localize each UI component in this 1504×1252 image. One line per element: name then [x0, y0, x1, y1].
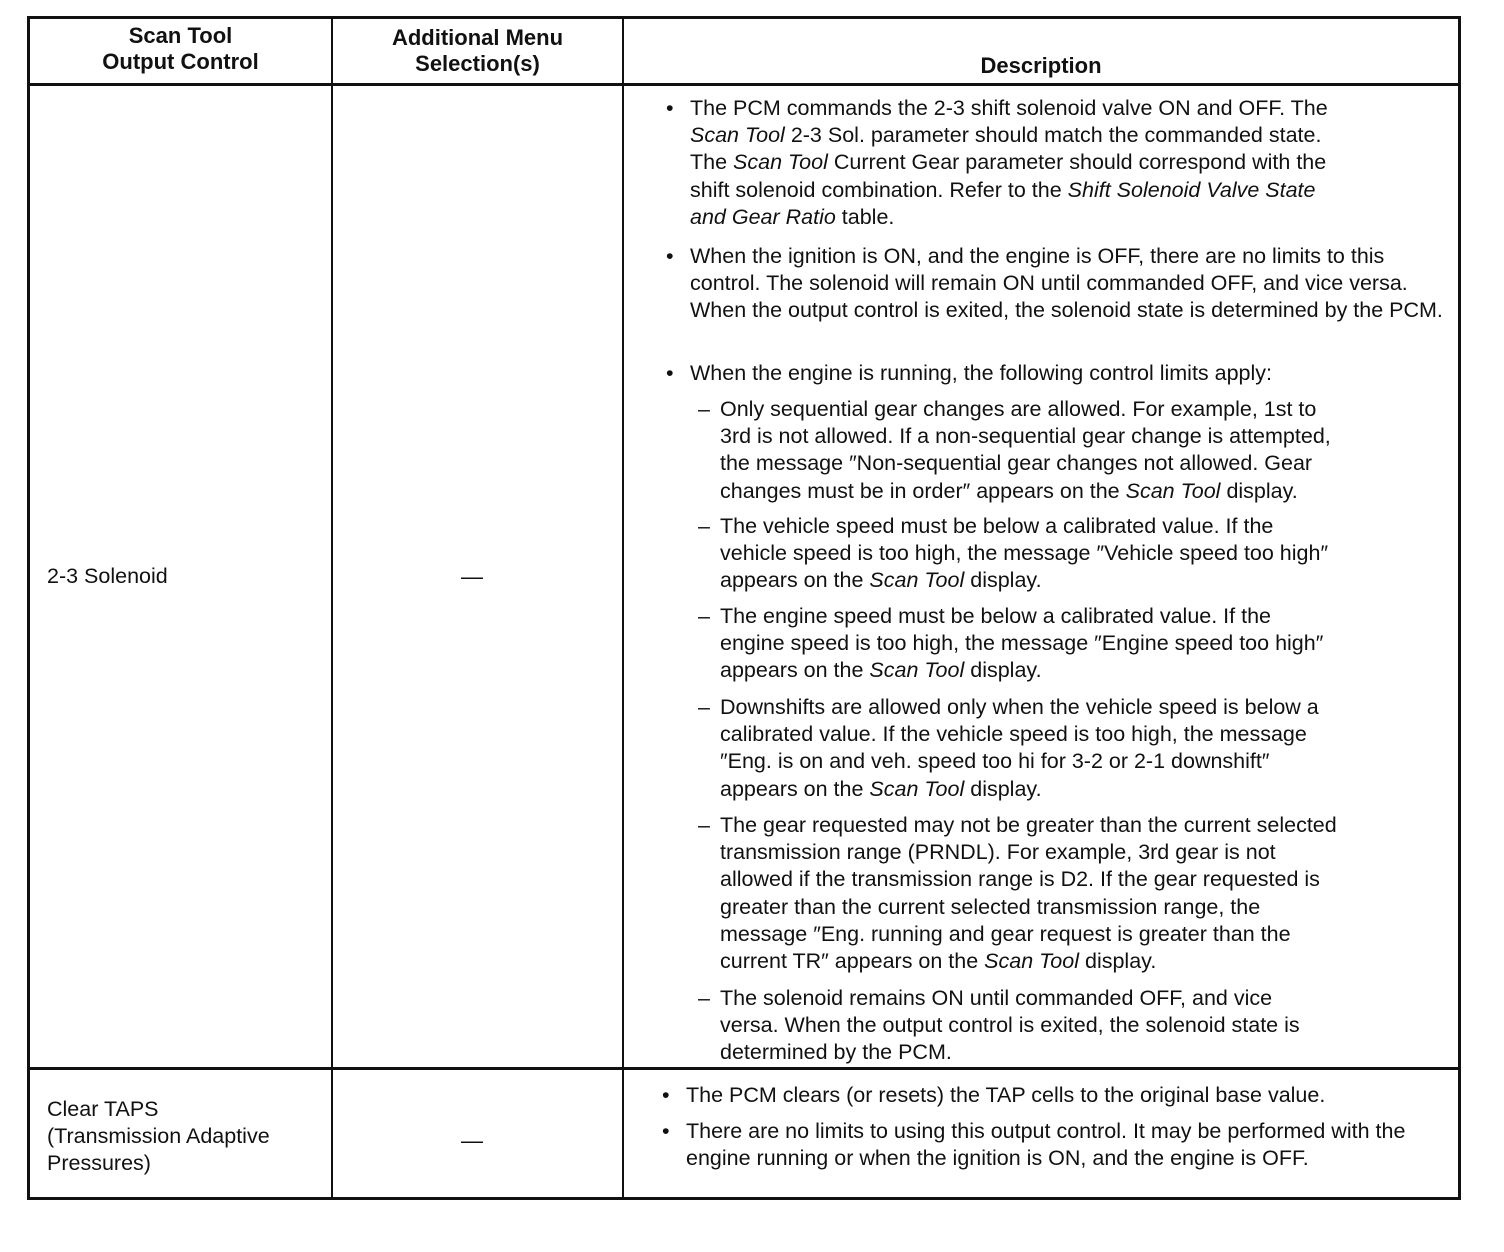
header-menu-selection: Additional Menu Selection(s)	[391, 25, 564, 76]
column-divider	[622, 19, 624, 1197]
header-output-control: Scan Tool Output Control	[102, 23, 259, 74]
description-bullet: • When the ignition is ON, and the engine is OFF, there are no limits to this control. The solenoid will remain ON until commanded OFF, and vice versa. When the output control is exited, the solenoid state is determined by the PCM.	[666, 244, 1443, 323]
output-control-clear-taps: Clear TAPS (Transmission Adaptive Pressures)	[47, 1097, 270, 1176]
description-bullet: • When the engine is running, the following control limits apply:	[666, 361, 1273, 385]
row-divider	[30, 1067, 1458, 1070]
control-limit-item: – Downshifts are allowed only when the vehicle speed is below a calibrated value. If the vehicle speed is too high, the message ″Eng. is on and veh. speed too hi for 3-2 or 2-1 downshift″ appears on the Scan Tool display.	[698, 695, 1319, 801]
control-limit-item: – The engine speed must be below a calibrated value. If the engine speed is too high, the message ″Engine speed too high″ appears on the Scan Tool display.	[698, 604, 1324, 683]
column-divider	[331, 19, 333, 1197]
control-limit-item: – Only sequential gear changes are allowed. For example, 1st to 3rd is not allowed. If a non-sequential gear change is attempted, the message ″Non-sequential gear changes not allowed. Gear changes must be in order″ appears on the Scan Tool display.	[698, 397, 1331, 503]
description-bullet: • There are no limits to using this output control. It may be performed with the engine running or when the ignition is ON, and the engine is OFF.	[662, 1119, 1406, 1171]
description-bullet: • The PCM commands the 2-3 shift solenoid valve ON and OFF. The Scan Tool 2-3 Sol. parameter should match the commanded state. The Scan Tool Current Gear parameter should correspond with the shift solenoid combination. Refer to the Shift Solenoid Valve State and Gear Ratio table.	[666, 96, 1328, 229]
menu-selection-none: —	[461, 564, 483, 589]
menu-selection-none: —	[461, 1128, 483, 1153]
description-bullet: • The PCM clears (or resets) the TAP cells to the original base value.	[662, 1083, 1326, 1107]
header-description: Description	[980, 53, 1102, 78]
output-control-2-3-solenoid: 2-3 Solenoid	[47, 564, 168, 588]
control-limit-item: – The vehicle speed must be below a calibrated value. If the vehicle speed is too high, the message ″Vehicle speed too high″ appears on the Scan Tool display.	[698, 514, 1329, 593]
output-control-table	[27, 16, 1461, 1200]
control-limit-item: – The solenoid remains ON until commanded OFF, and vice versa. When the output control is exited, the solenoid state is determined by the PCM.	[698, 986, 1300, 1065]
control-limit-item: – The gear requested may not be greater than the current selected transmission range (PRNDL). For example, 3rd gear is not allowed if the transmission range is D2. If the gear requested is greater than the current selected transmission range, the message ″Eng. running and gear request is greater than the current TR″ appears on the Scan Tool display.	[698, 813, 1337, 974]
